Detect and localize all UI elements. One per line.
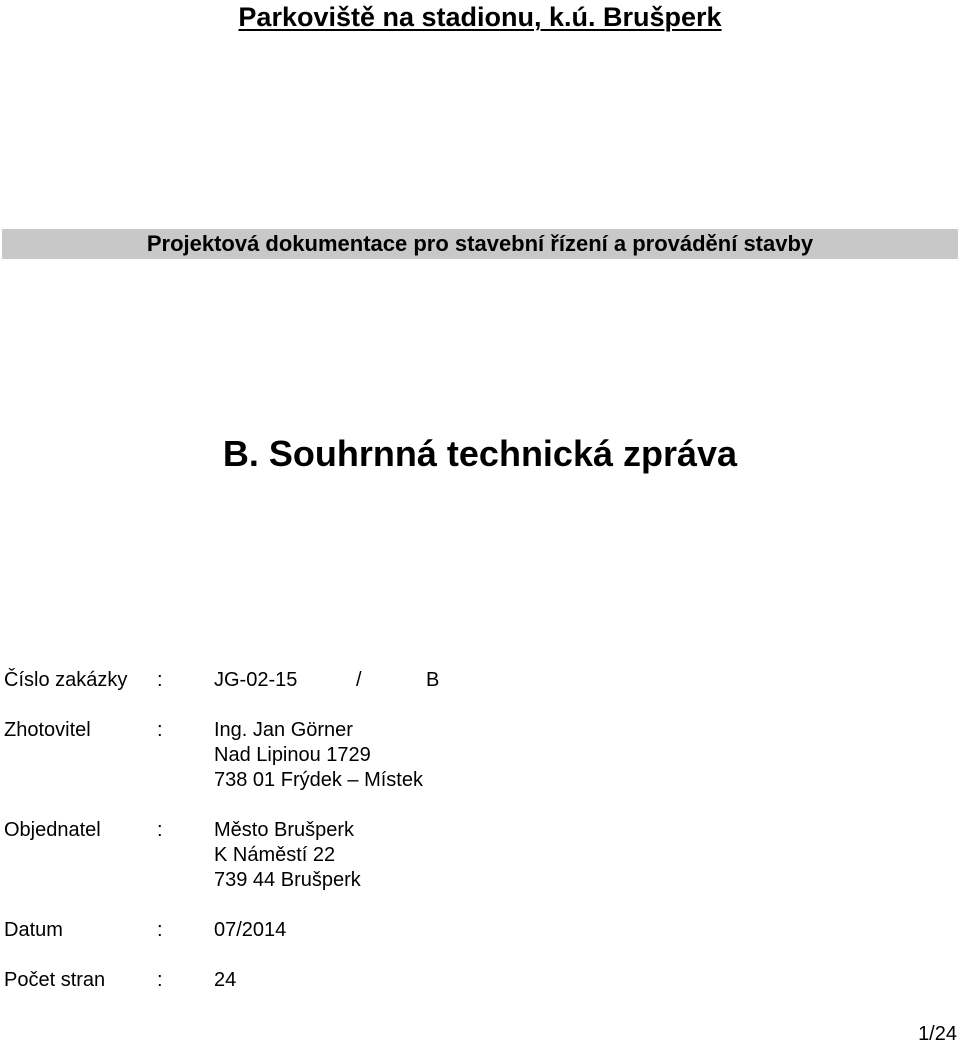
pages-colon: : bbox=[157, 969, 163, 991]
contractor-name: Ing. Jan Görner bbox=[214, 719, 353, 741]
date-label: Datum bbox=[4, 919, 63, 941]
contractor-city: 738 01 Frýdek – Místek bbox=[214, 769, 423, 791]
pages-label: Počet stran bbox=[4, 969, 106, 991]
document-title: Parkoviště na stadionu, k.ú. Brušperk bbox=[238, 2, 722, 32]
contractor-street: Nad Lipinou 1729 bbox=[214, 744, 371, 766]
document-subtitle: Projektová dokumentace pro stavební řízení a provádění stavby bbox=[146, 231, 814, 256]
client-name: Město Brušperk bbox=[214, 819, 355, 841]
contractor-colon: : bbox=[157, 719, 163, 741]
date-value: 07/2014 bbox=[214, 919, 287, 941]
contractor-label: Zhotovitel bbox=[4, 719, 91, 741]
order-label: Číslo zakázky bbox=[4, 669, 128, 691]
info-block bbox=[4, 668, 944, 998]
client-street: K Náměstí 22 bbox=[214, 844, 336, 866]
client-label: Objednatel bbox=[4, 819, 101, 841]
order-slash: / bbox=[356, 669, 362, 691]
pages-value: 24 bbox=[214, 969, 237, 991]
date-colon: : bbox=[157, 919, 163, 941]
client-colon: : bbox=[157, 819, 163, 841]
order-suffix: B bbox=[426, 669, 440, 691]
order-colon: : bbox=[157, 669, 163, 691]
client-city: 739 44 Brušperk bbox=[214, 869, 361, 891]
section-heading: B. Souhrnná technická zpráva bbox=[222, 433, 738, 474]
order-number: JG-02-15 bbox=[214, 669, 298, 691]
page-number: 1/24 bbox=[918, 1023, 957, 1045]
